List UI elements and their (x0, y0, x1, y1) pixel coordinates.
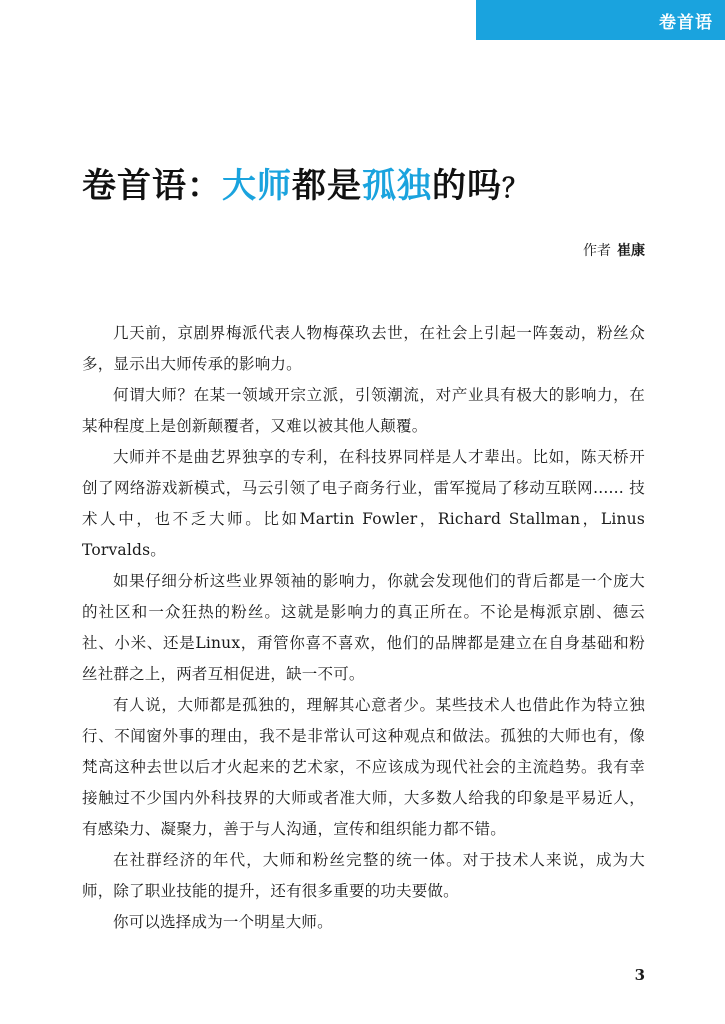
article-title (82, 158, 529, 207)
section-tab-label: 卷首语 (659, 12, 713, 33)
paragraph-3: 大师并不是曲艺界独享的专利，在科技界同样是人才辈出。比如，陈天桥开创了网络游戏新模式，马云引领了电子商务行业，雷军搅局了移动互联网...... 技术人中，也不乏大师。比如Martin Fowler，Richard Stallman，Linus Torvalds。 (82, 448, 645, 559)
paragraph-2: 何谓大师？在某一领域开宗立派，引领潮流，对产业具有极大的影响力，在某种程度上是创新颠覆者，又难以被其他人颠覆。 (82, 386, 645, 435)
title-highlight-2: 孤独 (362, 166, 432, 206)
author-label: 作者 (583, 243, 611, 259)
page-number: 3 (634, 966, 645, 984)
title-prefix: 卷首语： (82, 166, 222, 206)
title-highlight-1: 大师 (222, 166, 292, 206)
paragraph-5: 有人说，大师都是孤独的，理解其心意者少。某些技术人也借此作为特立独行、不闻窗外事的理由，我不是非常认可这种观点和做法。孤独的大师也有，像梵高这种去世以后才火起来的艺术家，不应该成为现代社会的主流趋势。我有幸接触过不少国内外科技界的大师或者准大师，大多数人给我的印象是平易近人，有感染力、凝聚力，善于与人沟通，宣传和组织能力都不错。 (82, 696, 645, 838)
paragraph-6: 在社群经济的年代，大师和粉丝完整的统一体。对于技术人来说，成为大师，除了职业技能的提升，还有很多重要的功夫要做。 (82, 851, 645, 900)
section-tab (476, 0, 725, 40)
title-part-4: 的吗 (432, 166, 502, 206)
author-name: 崔康 (617, 243, 645, 259)
author-line (583, 240, 645, 260)
article-body (82, 318, 645, 938)
title-question-mark: ？ (502, 174, 530, 204)
paragraph-7: 你可以选择成为一个明星大师。 (113, 913, 333, 931)
paragraph-4: 如果仔细分析这些业界领袖的影响力，你就会发现他们的背后都是一个庞大的社区和一众狂热的粉丝。这就是影响力的真正所在。不论是梅派京剧、德云社、小米、还是Linux，甭管你喜不喜欢，他们的品牌都是建立在自身基础和粉丝社群之上，两者互相促进，缺一不可。 (82, 572, 645, 683)
title-part-2: 都是 (292, 166, 362, 206)
paragraph-1: 几天前，京剧界梅派代表人物梅葆玖去世，在社会上引起一阵轰动，粉丝众多，显示出大师传承的影响力。 (82, 324, 645, 373)
